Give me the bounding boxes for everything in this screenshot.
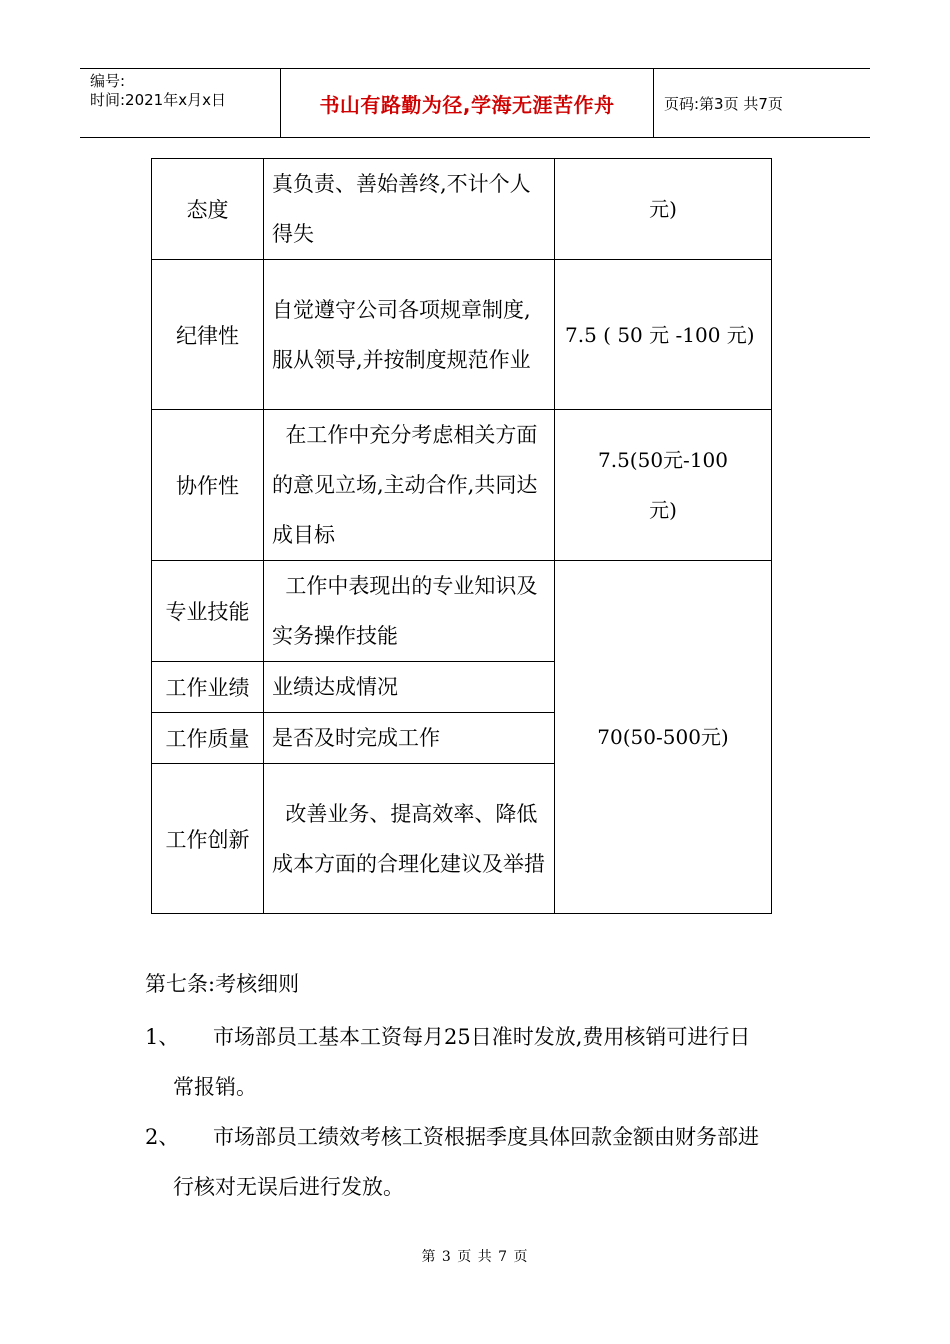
desc-cell: 工作中表现出的专业知识及实务操作技能 <box>264 561 555 662</box>
desc-cell: 在工作中充分考虑相关方面的意见立场,主动合作,共同达成目标 <box>264 410 555 561</box>
list-item-number: 1、 <box>145 1025 180 1049</box>
list-item-number: 2、 <box>145 1125 180 1149</box>
page-header <box>80 68 870 138</box>
table-row <box>152 561 772 662</box>
item-cell: 态度 <box>152 159 264 260</box>
document-number-label: 编号: <box>90 72 126 90</box>
item-cell: 协作性 <box>152 410 264 561</box>
desc-cell: 业绩达成情况 <box>264 662 555 713</box>
item-cell: 工作创新 <box>152 764 264 914</box>
list-item-text: 市场部员工绩效考核工资根据季度具体回款金额由财务部进 <box>213 1125 759 1149</box>
header-motto: 书山有路勤为径,学海无涯苦作舟 <box>281 69 654 137</box>
list-item <box>145 1112 815 1212</box>
list-item-continuation: 常报销。 <box>173 1075 257 1099</box>
table-row <box>152 260 772 410</box>
table-row <box>152 410 772 561</box>
desc-cell: 是否及时完成工作 <box>264 713 555 764</box>
desc-cell: 真负责、善始善终,不计个人得失 <box>264 159 555 260</box>
page-footer: 第 3 页 共 7 页 <box>421 1249 529 1265</box>
desc-cell: 自觉遵守公司各项规章制度,服从领导,并按制度规范作业 <box>264 260 555 410</box>
document-time-label: 时间:2021年x月x日 <box>90 91 226 109</box>
score-cell: 7.5(50元-100元) <box>555 410 772 561</box>
list-item-text: 市场部员工基本工资每月25日准时发放,费用核销可进行日 <box>213 1025 751 1049</box>
header-page-label: 页码:第3页 共7页 <box>664 94 783 113</box>
table-row <box>152 159 772 260</box>
assessment-table <box>151 158 772 914</box>
section-title: 第七条:考核细则 <box>145 972 300 996</box>
list-item-continuation: 行核对无误后进行发放。 <box>173 1175 404 1199</box>
item-cell: 工作质量 <box>152 713 264 764</box>
item-cell: 纪律性 <box>152 260 264 410</box>
score-cell: 7.5 ( 50 元 -100 元) <box>555 260 772 410</box>
list-item <box>145 1012 815 1112</box>
header-meta <box>80 69 281 137</box>
item-cell: 专业技能 <box>152 561 264 662</box>
item-cell: 工作业绩 <box>152 662 264 713</box>
score-cell: 元) <box>555 159 772 260</box>
desc-cell: 改善业务、提高效率、降低成本方面的合理化建议及举措 <box>264 764 555 914</box>
merged-score-cell: 70(50-500元) <box>555 561 772 914</box>
